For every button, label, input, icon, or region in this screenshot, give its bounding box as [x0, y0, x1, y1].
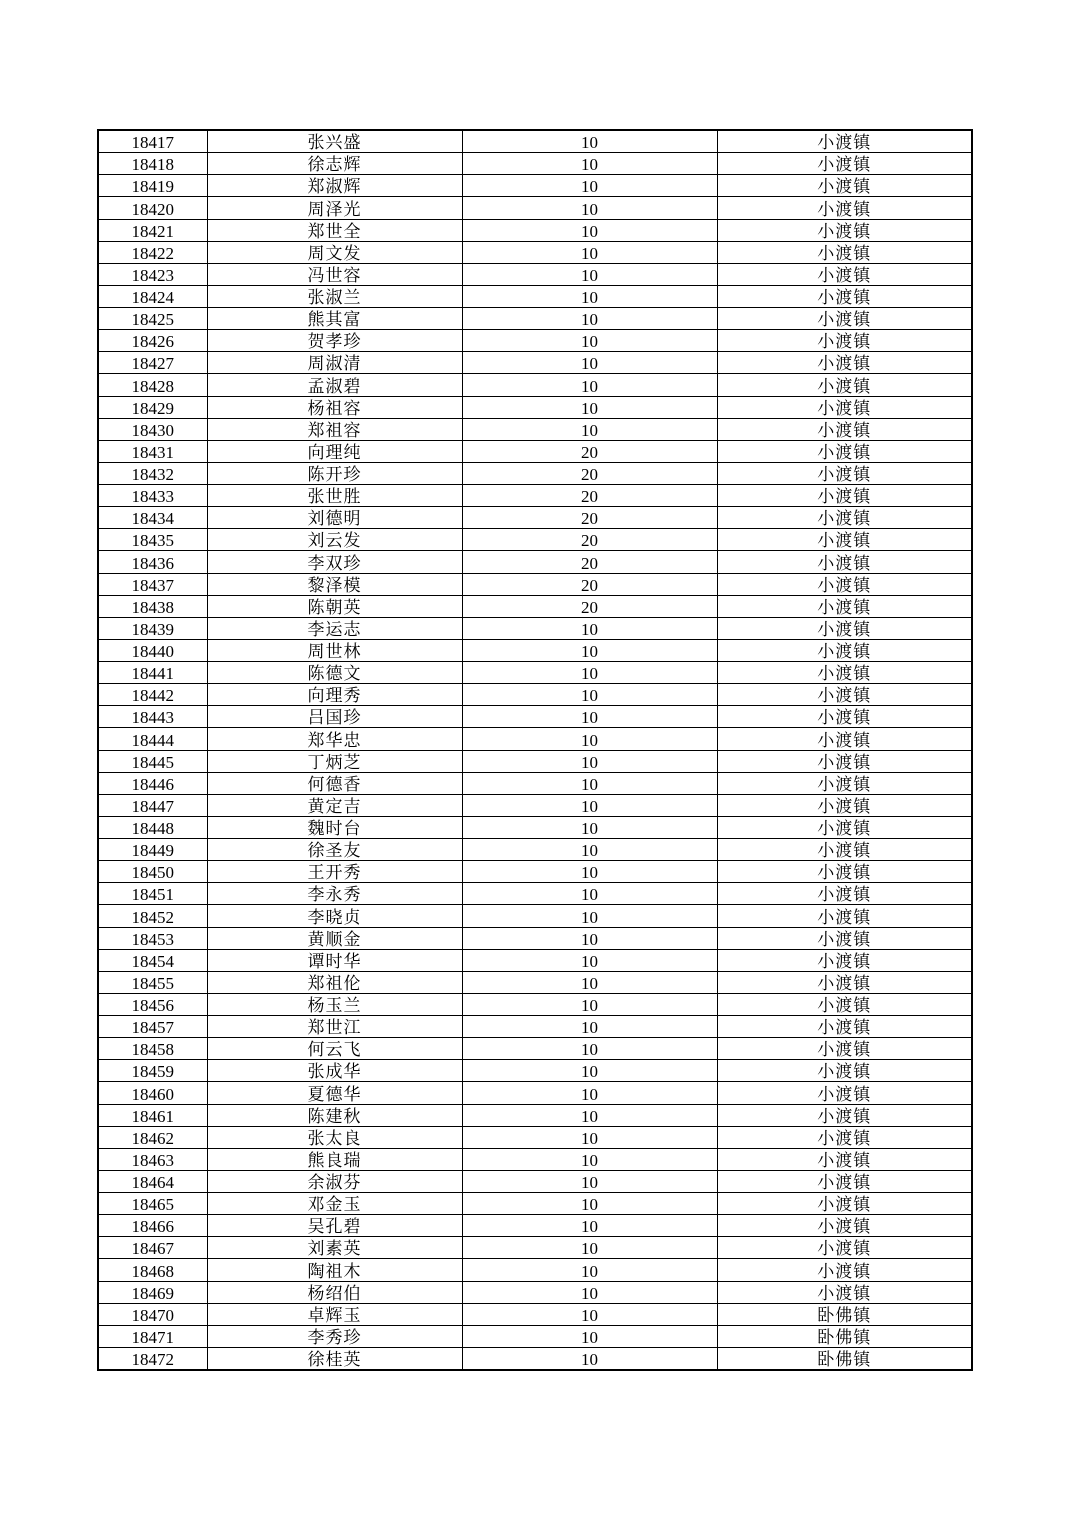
record-id-cell: 18450 [98, 861, 207, 883]
person-name-cell: 徐志辉 [207, 153, 462, 175]
town-cell: 卧佛镇 [717, 1347, 972, 1370]
records-table-body [98, 130, 972, 1370]
town-cell: 小渡镇 [717, 1193, 972, 1215]
amount-cell: 10 [462, 927, 717, 949]
record-id-cell: 18448 [98, 816, 207, 838]
table-row [98, 374, 972, 396]
person-name-cell: 陶祖木 [207, 1259, 462, 1281]
record-id-cell: 18425 [98, 308, 207, 330]
amount-cell: 20 [462, 507, 717, 529]
table-row [98, 263, 972, 285]
amount-cell: 20 [462, 529, 717, 551]
amount-cell: 10 [462, 1281, 717, 1303]
town-cell: 小渡镇 [717, 440, 972, 462]
town-cell: 小渡镇 [717, 1259, 972, 1281]
table-row [98, 1170, 972, 1192]
amount-cell: 10 [462, 971, 717, 993]
record-id-cell: 18430 [98, 418, 207, 440]
person-name-cell: 周文发 [207, 241, 462, 263]
amount-cell: 10 [462, 219, 717, 241]
town-cell: 小渡镇 [717, 816, 972, 838]
person-name-cell: 何云飞 [207, 1038, 462, 1060]
amount-cell: 10 [462, 1170, 717, 1192]
record-id-cell: 18459 [98, 1060, 207, 1082]
record-id-cell: 18431 [98, 440, 207, 462]
person-name-cell: 卓辉玉 [207, 1303, 462, 1325]
person-name-cell: 刘德明 [207, 507, 462, 529]
amount-cell: 10 [462, 1038, 717, 1060]
table-row [98, 573, 972, 595]
person-name-cell: 黄定吉 [207, 794, 462, 816]
amount-cell: 10 [462, 1347, 717, 1370]
person-name-cell: 熊良瑞 [207, 1148, 462, 1170]
person-name-cell: 周世林 [207, 639, 462, 661]
town-cell: 小渡镇 [717, 595, 972, 617]
person-name-cell: 陈朝英 [207, 595, 462, 617]
record-id-cell: 18417 [98, 130, 207, 153]
person-name-cell: 郑世全 [207, 219, 462, 241]
town-cell: 小渡镇 [717, 374, 972, 396]
person-name-cell: 夏德华 [207, 1082, 462, 1104]
town-cell: 小渡镇 [717, 175, 972, 197]
record-id-cell: 18453 [98, 927, 207, 949]
table-row [98, 175, 972, 197]
person-name-cell: 熊其富 [207, 308, 462, 330]
table-row [98, 772, 972, 794]
record-id-cell: 18447 [98, 794, 207, 816]
amount-cell: 10 [462, 1237, 717, 1259]
town-cell: 小渡镇 [717, 617, 972, 639]
town-cell: 小渡镇 [717, 1281, 972, 1303]
table-row [98, 153, 972, 175]
amount-cell: 10 [462, 750, 717, 772]
table-row [98, 352, 972, 374]
town-cell: 小渡镇 [717, 1038, 972, 1060]
person-name-cell: 郑祖容 [207, 418, 462, 440]
table-row [98, 639, 972, 661]
amount-cell: 10 [462, 993, 717, 1015]
record-id-cell: 18432 [98, 462, 207, 484]
table-row [98, 1281, 972, 1303]
amount-cell: 10 [462, 639, 717, 661]
person-name-cell: 徐圣友 [207, 839, 462, 861]
person-name-cell: 郑祖伦 [207, 971, 462, 993]
amount-cell: 10 [462, 1016, 717, 1038]
town-cell: 卧佛镇 [717, 1325, 972, 1347]
record-id-cell: 18471 [98, 1325, 207, 1347]
town-cell: 小渡镇 [717, 1016, 972, 1038]
amount-cell: 10 [462, 883, 717, 905]
amount-cell: 10 [462, 308, 717, 330]
record-id-cell: 18461 [98, 1104, 207, 1126]
table-row [98, 662, 972, 684]
person-name-cell: 邓金玉 [207, 1193, 462, 1215]
town-cell: 小渡镇 [717, 794, 972, 816]
person-name-cell: 何德香 [207, 772, 462, 794]
town-cell: 小渡镇 [717, 219, 972, 241]
table-row [98, 706, 972, 728]
record-id-cell: 18435 [98, 529, 207, 551]
person-name-cell: 徐桂英 [207, 1347, 462, 1370]
person-name-cell: 冯世容 [207, 263, 462, 285]
town-cell: 小渡镇 [717, 529, 972, 551]
table-row [98, 1193, 972, 1215]
record-id-cell: 18457 [98, 1016, 207, 1038]
table-row [98, 684, 972, 706]
table-row [98, 1259, 972, 1281]
amount-cell: 10 [462, 905, 717, 927]
town-cell: 卧佛镇 [717, 1303, 972, 1325]
town-cell: 小渡镇 [717, 396, 972, 418]
table-row [98, 949, 972, 971]
person-name-cell: 李永秀 [207, 883, 462, 905]
table-row [98, 794, 972, 816]
person-name-cell: 张成华 [207, 1060, 462, 1082]
town-cell: 小渡镇 [717, 750, 972, 772]
amount-cell: 10 [462, 816, 717, 838]
record-id-cell: 18470 [98, 1303, 207, 1325]
amount-cell: 10 [462, 241, 717, 263]
town-cell: 小渡镇 [717, 485, 972, 507]
amount-cell: 20 [462, 440, 717, 462]
amount-cell: 10 [462, 1104, 717, 1126]
table-row [98, 529, 972, 551]
record-id-cell: 18436 [98, 551, 207, 573]
town-cell: 小渡镇 [717, 507, 972, 529]
town-cell: 小渡镇 [717, 772, 972, 794]
table-row [98, 905, 972, 927]
amount-cell: 10 [462, 706, 717, 728]
record-id-cell: 18429 [98, 396, 207, 418]
table-row [98, 595, 972, 617]
amount-cell: 10 [462, 861, 717, 883]
record-id-cell: 18443 [98, 706, 207, 728]
record-id-cell: 18456 [98, 993, 207, 1015]
amount-cell: 10 [462, 1060, 717, 1082]
town-cell: 小渡镇 [717, 662, 972, 684]
record-id-cell: 18438 [98, 595, 207, 617]
person-name-cell: 陈建秋 [207, 1104, 462, 1126]
town-cell: 小渡镇 [717, 551, 972, 573]
record-id-cell: 18428 [98, 374, 207, 396]
town-cell: 小渡镇 [717, 153, 972, 175]
table-row [98, 927, 972, 949]
record-id-cell: 18463 [98, 1148, 207, 1170]
person-name-cell: 李晓贞 [207, 905, 462, 927]
record-id-cell: 18458 [98, 1038, 207, 1060]
table-row [98, 1038, 972, 1060]
table-row [98, 241, 972, 263]
table-row [98, 308, 972, 330]
amount-cell: 10 [462, 794, 717, 816]
person-name-cell: 张太良 [207, 1126, 462, 1148]
person-name-cell: 李运志 [207, 617, 462, 639]
town-cell: 小渡镇 [717, 1060, 972, 1082]
record-id-cell: 18451 [98, 883, 207, 905]
table-row [98, 883, 972, 905]
amount-cell: 10 [462, 396, 717, 418]
amount-cell: 20 [462, 462, 717, 484]
person-name-cell: 郑华忠 [207, 728, 462, 750]
table-row [98, 728, 972, 750]
record-id-cell: 18437 [98, 573, 207, 595]
person-name-cell: 谭时华 [207, 949, 462, 971]
record-id-cell: 18444 [98, 728, 207, 750]
person-name-cell: 魏时台 [207, 816, 462, 838]
record-id-cell: 18439 [98, 617, 207, 639]
table-row [98, 1016, 972, 1038]
record-id-cell: 18449 [98, 839, 207, 861]
table-row [98, 219, 972, 241]
person-name-cell: 李双珍 [207, 551, 462, 573]
record-id-cell: 18422 [98, 241, 207, 263]
town-cell: 小渡镇 [717, 241, 972, 263]
town-cell: 小渡镇 [717, 197, 972, 219]
table-row [98, 418, 972, 440]
record-id-cell: 18442 [98, 684, 207, 706]
table-row [98, 993, 972, 1015]
town-cell: 小渡镇 [717, 706, 972, 728]
amount-cell: 10 [462, 1082, 717, 1104]
person-name-cell: 周淑清 [207, 352, 462, 374]
person-name-cell: 吕国珍 [207, 706, 462, 728]
town-cell: 小渡镇 [717, 728, 972, 750]
amount-cell: 20 [462, 551, 717, 573]
town-cell: 小渡镇 [717, 861, 972, 883]
town-cell: 小渡镇 [717, 1237, 972, 1259]
town-cell: 小渡镇 [717, 418, 972, 440]
record-id-cell: 18420 [98, 197, 207, 219]
person-name-cell: 杨玉兰 [207, 993, 462, 1015]
table-row [98, 485, 972, 507]
record-id-cell: 18423 [98, 263, 207, 285]
person-name-cell: 郑世江 [207, 1016, 462, 1038]
town-cell: 小渡镇 [717, 263, 972, 285]
records-table [97, 129, 973, 1371]
amount-cell: 10 [462, 1259, 717, 1281]
table-row [98, 440, 972, 462]
person-name-cell: 贺孝珍 [207, 330, 462, 352]
person-name-cell: 郑淑辉 [207, 175, 462, 197]
table-row [98, 1325, 972, 1347]
amount-cell: 10 [462, 374, 717, 396]
amount-cell: 10 [462, 263, 717, 285]
town-cell: 小渡镇 [717, 993, 972, 1015]
person-name-cell: 张淑兰 [207, 285, 462, 307]
amount-cell: 10 [462, 1325, 717, 1347]
table-row [98, 1347, 972, 1370]
person-name-cell: 陈德文 [207, 662, 462, 684]
town-cell: 小渡镇 [717, 308, 972, 330]
record-id-cell: 18433 [98, 485, 207, 507]
person-name-cell: 周泽光 [207, 197, 462, 219]
person-name-cell: 刘素英 [207, 1237, 462, 1259]
person-name-cell: 王开秀 [207, 861, 462, 883]
amount-cell: 10 [462, 617, 717, 639]
person-name-cell: 向理纯 [207, 440, 462, 462]
table-row [98, 1148, 972, 1170]
amount-cell: 10 [462, 418, 717, 440]
table-row [98, 861, 972, 883]
table-row [98, 285, 972, 307]
amount-cell: 10 [462, 684, 717, 706]
town-cell: 小渡镇 [717, 639, 972, 661]
town-cell: 小渡镇 [717, 573, 972, 595]
amount-cell: 10 [462, 285, 717, 307]
amount-cell: 10 [462, 330, 717, 352]
town-cell: 小渡镇 [717, 330, 972, 352]
amount-cell: 10 [462, 197, 717, 219]
person-name-cell: 陈开珍 [207, 462, 462, 484]
table-row [98, 330, 972, 352]
town-cell: 小渡镇 [717, 971, 972, 993]
record-id-cell: 18441 [98, 662, 207, 684]
town-cell: 小渡镇 [717, 1170, 972, 1192]
amount-cell: 10 [462, 662, 717, 684]
record-id-cell: 18454 [98, 949, 207, 971]
table-row [98, 1237, 972, 1259]
town-cell: 小渡镇 [717, 1104, 972, 1126]
table-row [98, 750, 972, 772]
record-id-cell: 18419 [98, 175, 207, 197]
table-row [98, 130, 972, 153]
town-cell: 小渡镇 [717, 130, 972, 153]
record-id-cell: 18472 [98, 1347, 207, 1370]
record-id-cell: 18469 [98, 1281, 207, 1303]
record-id-cell: 18455 [98, 971, 207, 993]
town-cell: 小渡镇 [717, 883, 972, 905]
record-id-cell: 18440 [98, 639, 207, 661]
record-id-cell: 18427 [98, 352, 207, 374]
record-id-cell: 18421 [98, 219, 207, 241]
amount-cell: 10 [462, 1215, 717, 1237]
record-id-cell: 18464 [98, 1170, 207, 1192]
person-name-cell: 李秀珍 [207, 1325, 462, 1347]
table-row [98, 839, 972, 861]
table-row [98, 1082, 972, 1104]
record-id-cell: 18445 [98, 750, 207, 772]
town-cell: 小渡镇 [717, 1215, 972, 1237]
table-row [98, 1215, 972, 1237]
amount-cell: 20 [462, 595, 717, 617]
amount-cell: 10 [462, 839, 717, 861]
record-id-cell: 18467 [98, 1237, 207, 1259]
town-cell: 小渡镇 [717, 285, 972, 307]
record-id-cell: 18462 [98, 1126, 207, 1148]
amount-cell: 10 [462, 153, 717, 175]
record-id-cell: 18460 [98, 1082, 207, 1104]
table-row [98, 971, 972, 993]
record-id-cell: 18418 [98, 153, 207, 175]
town-cell: 小渡镇 [717, 352, 972, 374]
table-row [98, 816, 972, 838]
amount-cell: 10 [462, 130, 717, 153]
table-row [98, 617, 972, 639]
person-name-cell: 杨祖容 [207, 396, 462, 418]
table-row [98, 462, 972, 484]
town-cell: 小渡镇 [717, 462, 972, 484]
record-id-cell: 18466 [98, 1215, 207, 1237]
amount-cell: 10 [462, 1193, 717, 1215]
table-row [98, 1303, 972, 1325]
person-name-cell: 张世胜 [207, 485, 462, 507]
record-id-cell: 18424 [98, 285, 207, 307]
record-id-cell: 18446 [98, 772, 207, 794]
table-row [98, 396, 972, 418]
town-cell: 小渡镇 [717, 839, 972, 861]
town-cell: 小渡镇 [717, 1082, 972, 1104]
table-row [98, 551, 972, 573]
town-cell: 小渡镇 [717, 949, 972, 971]
record-id-cell: 18468 [98, 1259, 207, 1281]
amount-cell: 10 [462, 949, 717, 971]
person-name-cell: 余淑芬 [207, 1170, 462, 1192]
person-name-cell: 黄顺金 [207, 927, 462, 949]
person-name-cell: 向理秀 [207, 684, 462, 706]
town-cell: 小渡镇 [717, 905, 972, 927]
person-name-cell: 吴孔碧 [207, 1215, 462, 1237]
amount-cell: 20 [462, 573, 717, 595]
table-row [98, 507, 972, 529]
record-id-cell: 18452 [98, 905, 207, 927]
record-id-cell: 18434 [98, 507, 207, 529]
table-row [98, 197, 972, 219]
person-name-cell: 张兴盛 [207, 130, 462, 153]
person-name-cell: 黎泽模 [207, 573, 462, 595]
amount-cell: 10 [462, 1303, 717, 1325]
town-cell: 小渡镇 [717, 927, 972, 949]
person-name-cell: 丁炳芝 [207, 750, 462, 772]
town-cell: 小渡镇 [717, 1126, 972, 1148]
town-cell: 小渡镇 [717, 1148, 972, 1170]
person-name-cell: 刘云发 [207, 529, 462, 551]
amount-cell: 10 [462, 772, 717, 794]
amount-cell: 10 [462, 352, 717, 374]
table-row [98, 1104, 972, 1126]
person-name-cell: 孟淑碧 [207, 374, 462, 396]
record-id-cell: 18426 [98, 330, 207, 352]
town-cell: 小渡镇 [717, 684, 972, 706]
amount-cell: 10 [462, 728, 717, 750]
person-name-cell: 杨绍伯 [207, 1281, 462, 1303]
amount-cell: 10 [462, 1126, 717, 1148]
amount-cell: 10 [462, 175, 717, 197]
amount-cell: 10 [462, 1148, 717, 1170]
record-id-cell: 18465 [98, 1193, 207, 1215]
amount-cell: 20 [462, 485, 717, 507]
table-row [98, 1060, 972, 1082]
table-row [98, 1126, 972, 1148]
